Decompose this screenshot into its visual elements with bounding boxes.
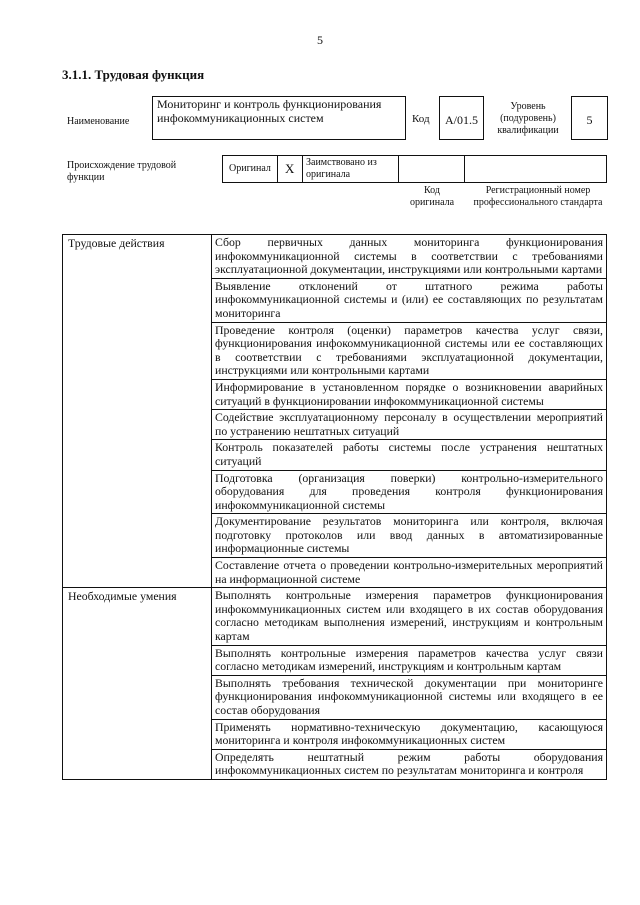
table-row: Составление отчета о проведении контрольно-измерительных мероприятий на информационной системе bbox=[212, 558, 607, 588]
level-value: 5 bbox=[586, 113, 593, 127]
table-row: Выполнять контрольные измерения параметров функционирования инфокоммуникационных систем или входящего в их состав оборудования согласно методикам выполнения измерений, инструкциям и контрольным картам bbox=[212, 588, 607, 645]
original-label: Оригинал bbox=[229, 163, 271, 174]
table-row: Определять нештатный режим работы оборудования инфокоммуникационных систем по результатам мониторинга и контроля bbox=[212, 749, 607, 779]
table-row: Проведение контроля (оценки) параметров качества услуг связи, функционирования инфокоммуникационной системы или ее составляющих в соответствии с требованиями эксплуатационной документации, инструкциями или контрольными картами bbox=[212, 322, 607, 379]
table-row: Применять нормативно-техническую документацию, касающуюся мониторинга и контроля инфокоммуникационных систем bbox=[212, 719, 607, 749]
name-value: Мониторинг и контроль функционирования инфокоммуникационных систем bbox=[157, 97, 382, 125]
code-original-label: Код оригинала bbox=[409, 185, 455, 208]
section-label: Необходимые умения bbox=[63, 588, 212, 780]
origin-label: Происхождение трудовой функции bbox=[67, 160, 177, 183]
level-label: Уровень (подуровень) квалификации bbox=[497, 101, 559, 136]
original-mark: X bbox=[285, 161, 295, 176]
name-label: Наименование bbox=[67, 116, 130, 127]
level-value-box bbox=[571, 96, 608, 140]
section-heading: 3.1.1. Трудовая функция bbox=[62, 67, 205, 82]
table-row: Выполнять требования технической документации при мониторинге функционирования инфокоммуникационной системы или входящего в ее состав оборудования bbox=[212, 675, 607, 719]
borrowed-label: Заимствовано из оригинала bbox=[306, 157, 377, 180]
table-row: Сбор первичных данных мониторинга функционирования инфокоммуникационной системы в соответствии с требованиями эксплуатационной документации, инструкциями или контрольными картами bbox=[212, 235, 607, 279]
code-value-box bbox=[439, 96, 484, 140]
table-row: Подготовка (организация поверки) контрольно-измерительного оборудования для проведения контроля функционирования инфокоммуникационной системы bbox=[212, 470, 607, 514]
name-value-box bbox=[152, 96, 406, 140]
table-row: Выполнять контрольные измерения параметров качества услуг связи согласно методикам измерений, инструкциям и контрольным картам bbox=[212, 645, 607, 675]
table-row: Документирование результатов мониторинга или контроля, включая подготовку протоколов или ввод данных в автоматизированные информационные системы bbox=[212, 514, 607, 558]
table-row: Информирование в установленном порядке о возникновении аварийных ситуаций в функционировании инфокоммуникационной системы bbox=[212, 379, 607, 409]
code-label: Код bbox=[412, 113, 430, 125]
table-row: Контроль показателей работы системы после устранения нештатных ситуаций bbox=[212, 440, 607, 470]
table-row: Выявление отклонений от штатного режима работы инфокоммуникационной системы и (или) ее составляющих по результатам мониторинга bbox=[212, 278, 607, 322]
labor-function-table bbox=[62, 234, 607, 780]
section-label: Трудовые действия bbox=[63, 235, 212, 588]
table-row: Содействие эксплуатационному персоналу в осуществлении мероприятий по устранению нештатных ситуаций bbox=[212, 410, 607, 440]
origin-box bbox=[222, 155, 607, 183]
page-number: 5 bbox=[317, 33, 323, 47]
code-value: A/01.5 bbox=[445, 113, 478, 127]
reg-number-label: Регистрационный номер профессионального стандарта bbox=[473, 185, 603, 208]
